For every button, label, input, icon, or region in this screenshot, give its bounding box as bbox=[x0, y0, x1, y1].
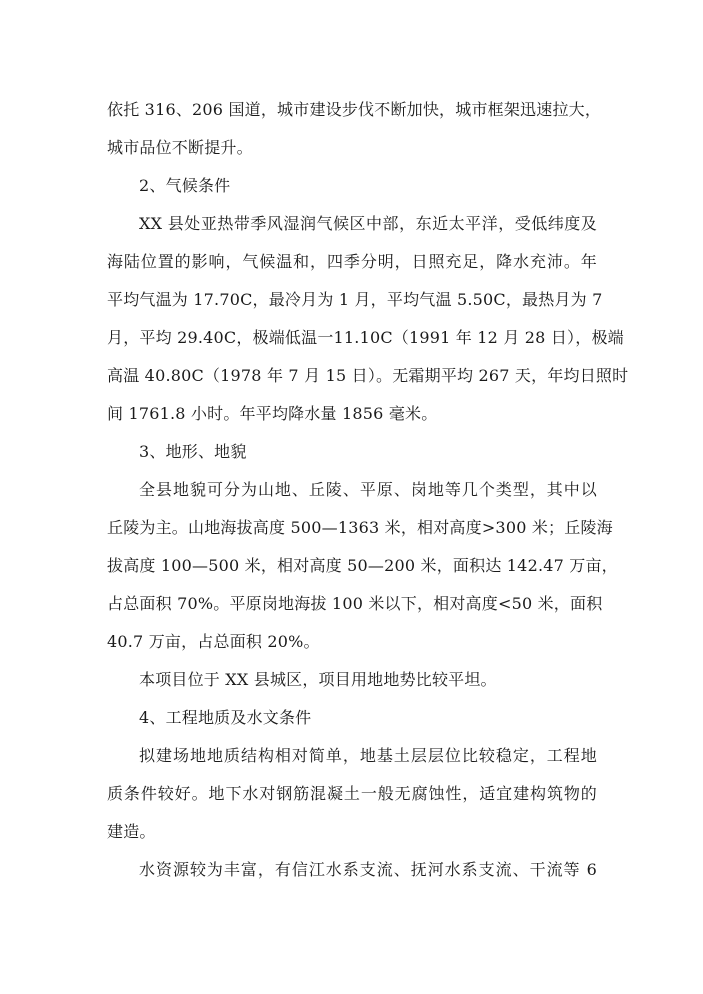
text-line: 依托 316、206 国道，城市建设步伐不断加快，城市框架迅速拉大， bbox=[107, 100, 602, 119]
text-line: 间 1761.8 小时。年平均降水量 1856 毫米。 bbox=[107, 404, 438, 423]
text-line: 水资源较为丰富，有信江水系支流、抚河水系支流、干流等 6 bbox=[139, 860, 597, 879]
text-line: 拟建场地地质结构相对简单，地基土层层位比较稳定，工程地 bbox=[139, 746, 597, 765]
section-heading: 2、气候条件 bbox=[139, 176, 231, 195]
section-heading: 4、工程地质及水文条件 bbox=[139, 708, 312, 727]
text-line: 本项目位于 XX 县城区，项目用地地势比较平坦。 bbox=[139, 670, 497, 689]
text-line: 城市品位不断提升。 bbox=[107, 138, 253, 157]
text-line: 40.7 万亩，占总面积 20%。 bbox=[107, 632, 320, 651]
text-line: 全县地貌可分为山地、丘陵、平原、岗地等几个类型，其中以 bbox=[139, 480, 597, 499]
text-line: 占总面积 70%。平原岗地海拔 100 米以下，相对高度<50 米，面积 bbox=[107, 594, 603, 613]
text-line: 月，平均 29.40C，极端低温一11.10C（1991 年 12 月 28 日），极端 bbox=[107, 328, 624, 347]
text-line: 海陆位置的影响，气候温和，四季分明，日照充足，降水充沛。年 bbox=[107, 252, 597, 271]
text-line: 高温 40.80C（1978 年 7 月 15 日）。无霜期平均 267 天，年均日照时 bbox=[107, 366, 629, 385]
text-line: 质条件较好。地下水对钢筋混凝土一般无腐蚀性，适宜建构筑物的 bbox=[107, 784, 597, 803]
text-line: 拔高度 100—500 米，相对高度 50—200 米，面积达 142.47 万亩， bbox=[107, 556, 618, 575]
text-line: 丘陵为主。山地海拔高度 500—1363 米，相对高度>300 米；丘陵海 bbox=[107, 518, 613, 537]
text-line: 建造。 bbox=[107, 822, 156, 841]
text-line: XX 县处亚热带季风湿润气候区中部，东近太平洋，受低纬度及 bbox=[139, 214, 597, 233]
section-heading: 3、地形、地貌 bbox=[139, 442, 247, 461]
text-line: 平均气温为 17.70C，最冷月为 1 月，平均气温 5.50C，最热月为 7 bbox=[107, 290, 603, 309]
